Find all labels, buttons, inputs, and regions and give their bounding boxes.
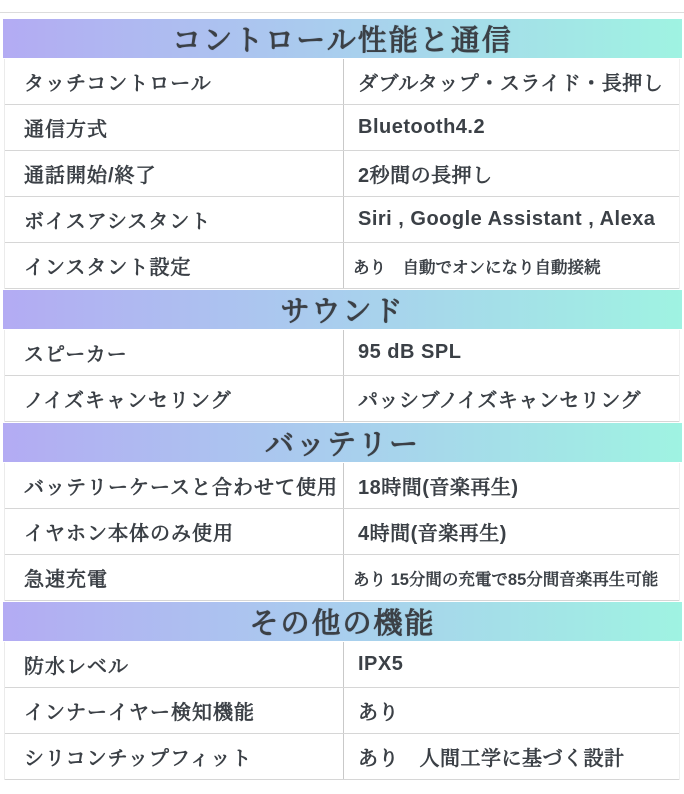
spec-label: ノイズキャンセリング [24, 390, 232, 412]
spec-label: イヤホン本体のみ使用 [24, 523, 234, 545]
spec-value: 2秒間の長押し [343, 151, 679, 196]
spec-row [5, 555, 679, 601]
section-header-battery: バッテリー [3, 422, 682, 463]
spec-row [5, 463, 679, 509]
spec-value: あり [343, 688, 679, 733]
section-rows-other [4, 642, 680, 780]
spec-row [5, 330, 679, 376]
spec-row [5, 509, 679, 555]
spec-row [5, 642, 679, 688]
spec-label: 通信方式 [24, 119, 108, 141]
spec-row [5, 688, 679, 734]
spec-value: IPX5 [343, 642, 679, 687]
spec-row [5, 734, 679, 780]
spec-label: シリコンチップフィット [24, 748, 253, 770]
spec-value: パッシブノイズキャンセリング [343, 376, 679, 421]
top-divider [0, 0, 684, 13]
spec-row [5, 59, 679, 105]
spec-label: スピーカー [24, 344, 128, 366]
spec-label: タッチコントロール [24, 73, 212, 95]
section-header-sound: サウンド [3, 289, 682, 330]
spec-value: あり 15分間の充電で85分間音楽再生可能 [343, 555, 679, 600]
section-rows-battery [4, 463, 680, 601]
spec-row [5, 376, 679, 422]
spec-label: インスタント設定 [24, 257, 192, 279]
spec-label: ボイスアシスタント [24, 211, 212, 233]
spacer [0, 780, 684, 794]
spec-value: 95 dB SPL [343, 330, 679, 375]
spec-row [5, 243, 679, 289]
spec-value: 4時間(音楽再生) [343, 509, 679, 554]
spec-label: インナーイヤー検知機能 [24, 702, 255, 724]
spec-label: 急速充電 [24, 569, 108, 591]
spec-value: Siri , Google Assistant , Alexa [343, 197, 679, 242]
spec-value: Bluetooth4.2 [343, 105, 679, 150]
spec-value: あり 人間工学に基づく設計 [343, 734, 679, 779]
spec-label: バッテリーケースと合わせて使用 [24, 477, 338, 499]
section-header-other: その他の機能 [3, 601, 682, 642]
section-rows-control [4, 59, 680, 289]
spec-label: 防水レベル [24, 656, 129, 678]
spec-row [5, 105, 679, 151]
spec-row [5, 197, 679, 243]
spec-label: 通話開始/終了 [24, 165, 157, 187]
spec-value: ダブルタップ・スライド・長押し [343, 59, 679, 104]
spec-value: 18時間(音楽再生) [343, 463, 679, 508]
spec-value: あり 自動でオンになり自動接続 [343, 243, 679, 288]
spec-row [5, 151, 679, 197]
section-rows-sound [4, 330, 680, 422]
section-header-control: コントロール性能と通信 [3, 18, 682, 59]
